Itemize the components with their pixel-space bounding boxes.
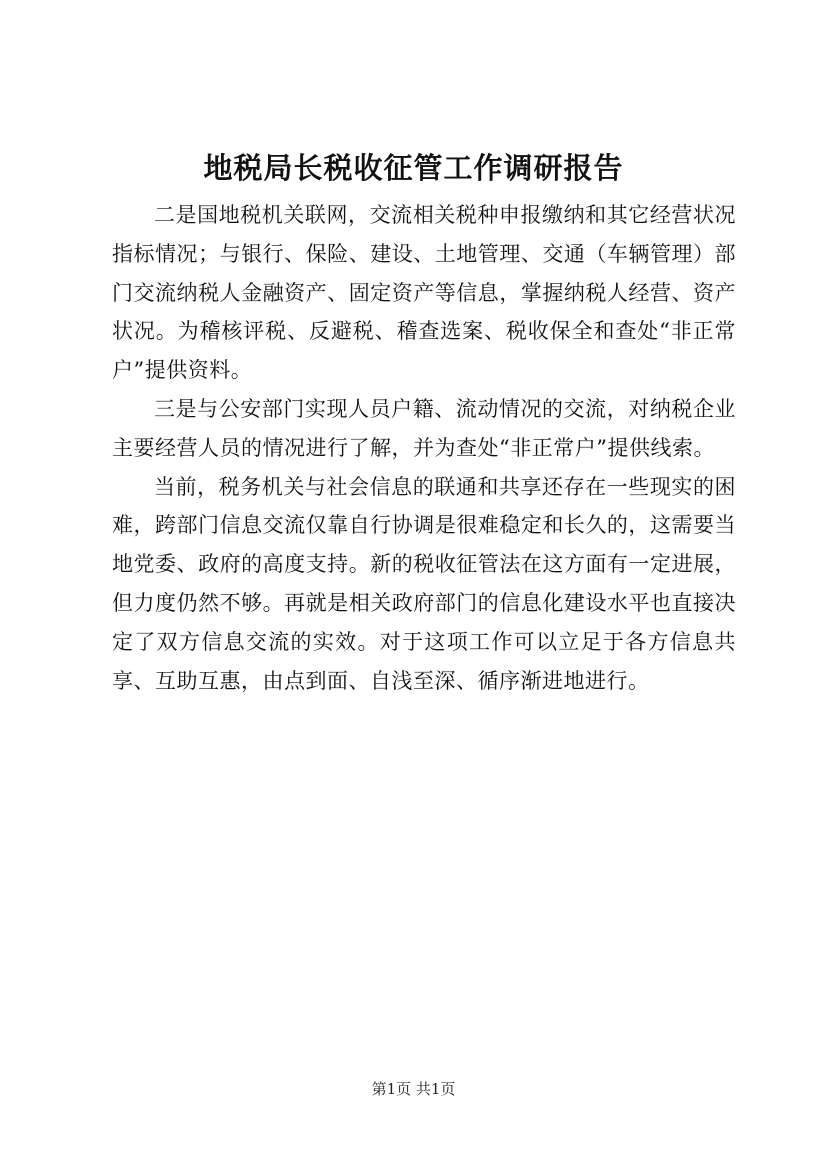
paragraph-3: 当前，税务机关与社会信息的联通和共享还存在一些现实的困难，跨部门信息交流仅靠自行协调是很难稳定和长久的，这需要当地党委、政府的高度支持。新的税收征管法在这方面有一定进展，但力度仍然不够。再就是相关政府部门的信息化建设水平也直接决定了双方信息交流的实效。对于这项工作可以立足于各方信息共享、互助互惠，由点到面、自浅至深、循序渐进地进行。 [112,474,736,693]
document-body [112,196,736,700]
page-footer [0,1078,827,1100]
paragraph-2: 三是与公安部门实现人员户籍、流动情况的交流，对纳税企业主要经营人员的情况进行了解，并为查处“非正常户”提供线索。 [112,396,736,460]
page-number: 第1页 共1页 [371,1080,456,1098]
paragraph-1: 二是国地税机关联网，交流相关税种申报缴纳和其它经营状况指标情况；与银行、保险、建设、土地管理、交通（车辆管理）部门交流纳税人金融资产、固定资产等信息，掌握纳税人经营、资产状况。为稽核评税、反避税、稽查选案、税收保全和查处“非正常户”提供资料。 [112,203,736,383]
document-title: 地税局长税收征管工作调研报告 [203,151,624,185]
